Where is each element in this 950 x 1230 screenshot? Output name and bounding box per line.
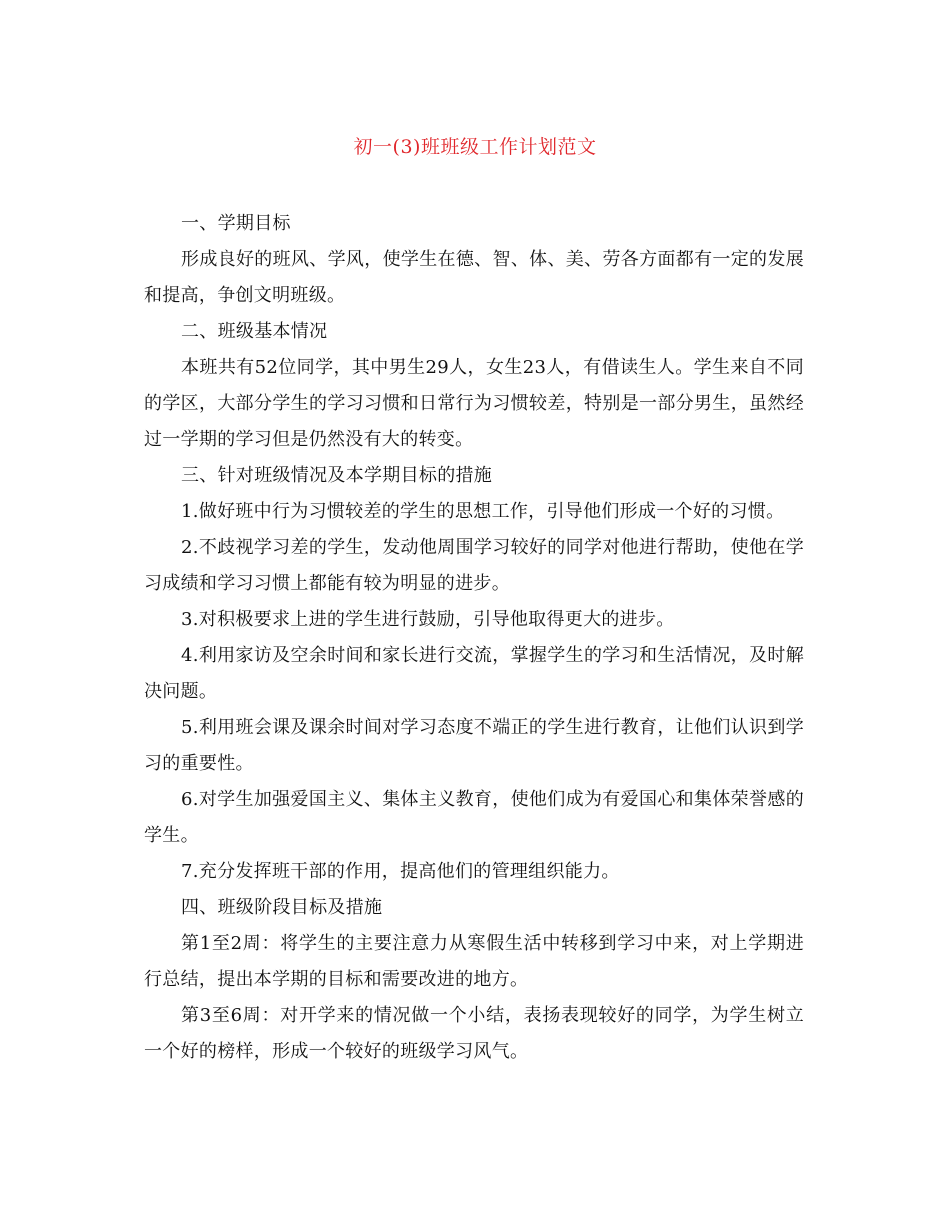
stage-item: 第1至2周：将学生的主要注意力从寒假生活中转移到学习中来，对上学期进行总结，提出本学期的目标和需要改进的地方。	[144, 933, 804, 990]
section-heading-measures: 三、针对班级情况及本学期目标的措施	[181, 465, 493, 486]
section-heading-basic-info: 二、班级基本情况	[181, 321, 328, 342]
measure-item: 5.利用班会课及课余时间对学习态度不端正的学生进行教育，让他们认识到学习的重要性。	[144, 717, 804, 774]
paragraph-basic-info: 本班共有52位同学，其中男生29人，女生23人，有借读生人。学生来自不同的学区，大部分学生的学习习惯和日常行为习惯较差，特别是一部分男生，虽然经过一学期的学习但是仍然没有大的转变。	[144, 357, 804, 450]
section-heading-stage-goals: 四、班级阶段目标及措施	[181, 897, 383, 918]
measure-item: 3.对积极要求上进的学生进行鼓励，引导他取得更大的进步。	[181, 609, 675, 630]
document-title: 初一(3)班班级工作计划范文	[353, 136, 597, 158]
paragraph-goals: 形成良好的班风、学风，使学生在德、智、体、美、劳各方面都有一定的发展和提高，争创文明班级。	[144, 249, 804, 306]
measure-item: 1.做好班中行为习惯较差的学生的思想工作，引导他们形成一个好的习惯。	[181, 501, 785, 522]
stage-item: 第3至6周：对开学来的情况做一个小结，表扬表现较好的同学，为学生树立一个好的榜样，形成一个较好的班级学习风气。	[144, 1005, 804, 1062]
measure-item: 7.充分发挥班干部的作用，提高他们的管理组织能力。	[181, 861, 620, 882]
document-body	[144, 206, 804, 1070]
measure-item: 2.不歧视学习差的学生，发动他周围学习较好的同学对他进行帮助，使他在学习成绩和学习习惯上都能有较为明显的进步。	[144, 537, 804, 594]
measure-item: 4.利用家访及空余时间和家长进行交流，掌握学生的学习和生活情况，及时解决问题。	[144, 645, 804, 702]
section-heading-goals: 一、学期目标	[181, 213, 291, 234]
measure-item: 6.对学生加强爱国主义、集体主义教育，使他们成为有爱国心和集体荣誉感的学生。	[144, 789, 804, 846]
